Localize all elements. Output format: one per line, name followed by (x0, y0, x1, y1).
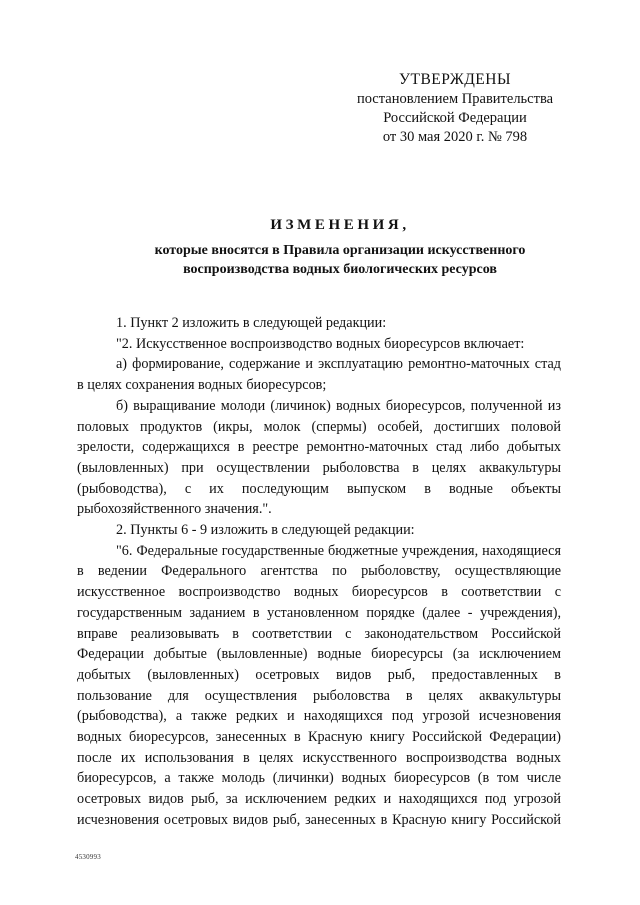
paragraph: "6. Федеральные государственные бюджетные учреждения, находящиеся в ведении Федерального агентства по рыболовству, осуществляющие искусственное воспроизводство водных биоресурсов в соответствии с государственным заданием в установленном порядке (далее - учреждения), вправе реализовывать в соответствии с законодательством Российской Федерации добытые (выловленные) водные биоресурсы (за исключением добытых (выловленных) осетровых видов рыб, предоставленных в пользование для осуществления рыболовства в целях аквакультуры (рыбоводства), а также редких и находящихся под угрозой исчезновения водных биоресурсов, занесенных в Красную книгу Российской Федерации) после их использования в целях искусственного воспроизводства водных биоресурсов, а также молодь (личинки) водных биоресурсов (в том числе осетровых видов рыб, за исключением редких и находящихся под угрозой исчезновения осетровых видов рыб, занесенных в Красную книгу Российской (77, 542, 561, 828)
approval-heading: УТВЕРЖДЕНЫ (399, 71, 511, 88)
title-main: ИЗМЕНЕНИЯ, (270, 217, 410, 233)
document-code: 4530993 (75, 853, 101, 861)
title-subtitle-line: воспроизводства водных биологических ресурсов (183, 262, 497, 277)
document-title (80, 215, 600, 279)
approval-date-number: от 30 мая 2020 г. № 798 (382, 129, 528, 145)
approval-stamp (340, 70, 570, 147)
approval-line: Российской Федерации (383, 110, 527, 126)
document-body (77, 313, 561, 831)
paragraph: б) выращивание молоди (личинок) водных биоресурсов, полученной из половых продуктов (икры, молок (спермы) особей, достигших половой зрелости, содержащихся в реестре ремонтно-маточных стад либо добытых (выловленных) при осуществлении рыболовства в целях аквакультуры (рыбоводства), с их последующим выпуском в водные объекты рыбохозяйственного значения.". (77, 397, 561, 518)
approval-line: постановлением Правительства (356, 91, 554, 107)
paragraph: 1. Пункт 2 изложить в следующей редакции: (116, 315, 387, 331)
paragraph: "2. Искусственное воспроизводство водных биоресурсов включает: (116, 335, 525, 352)
paragraph: 2. Пункты 6 - 9 изложить в следующей редакции: (116, 522, 415, 539)
title-subtitle-line: которые вносятся в Правила организации искусственного (154, 243, 526, 258)
paragraph: а) формирование, содержание и эксплуатацию ремонтно-маточных стад в целях сохранения водных биоресурсов; (77, 356, 561, 394)
